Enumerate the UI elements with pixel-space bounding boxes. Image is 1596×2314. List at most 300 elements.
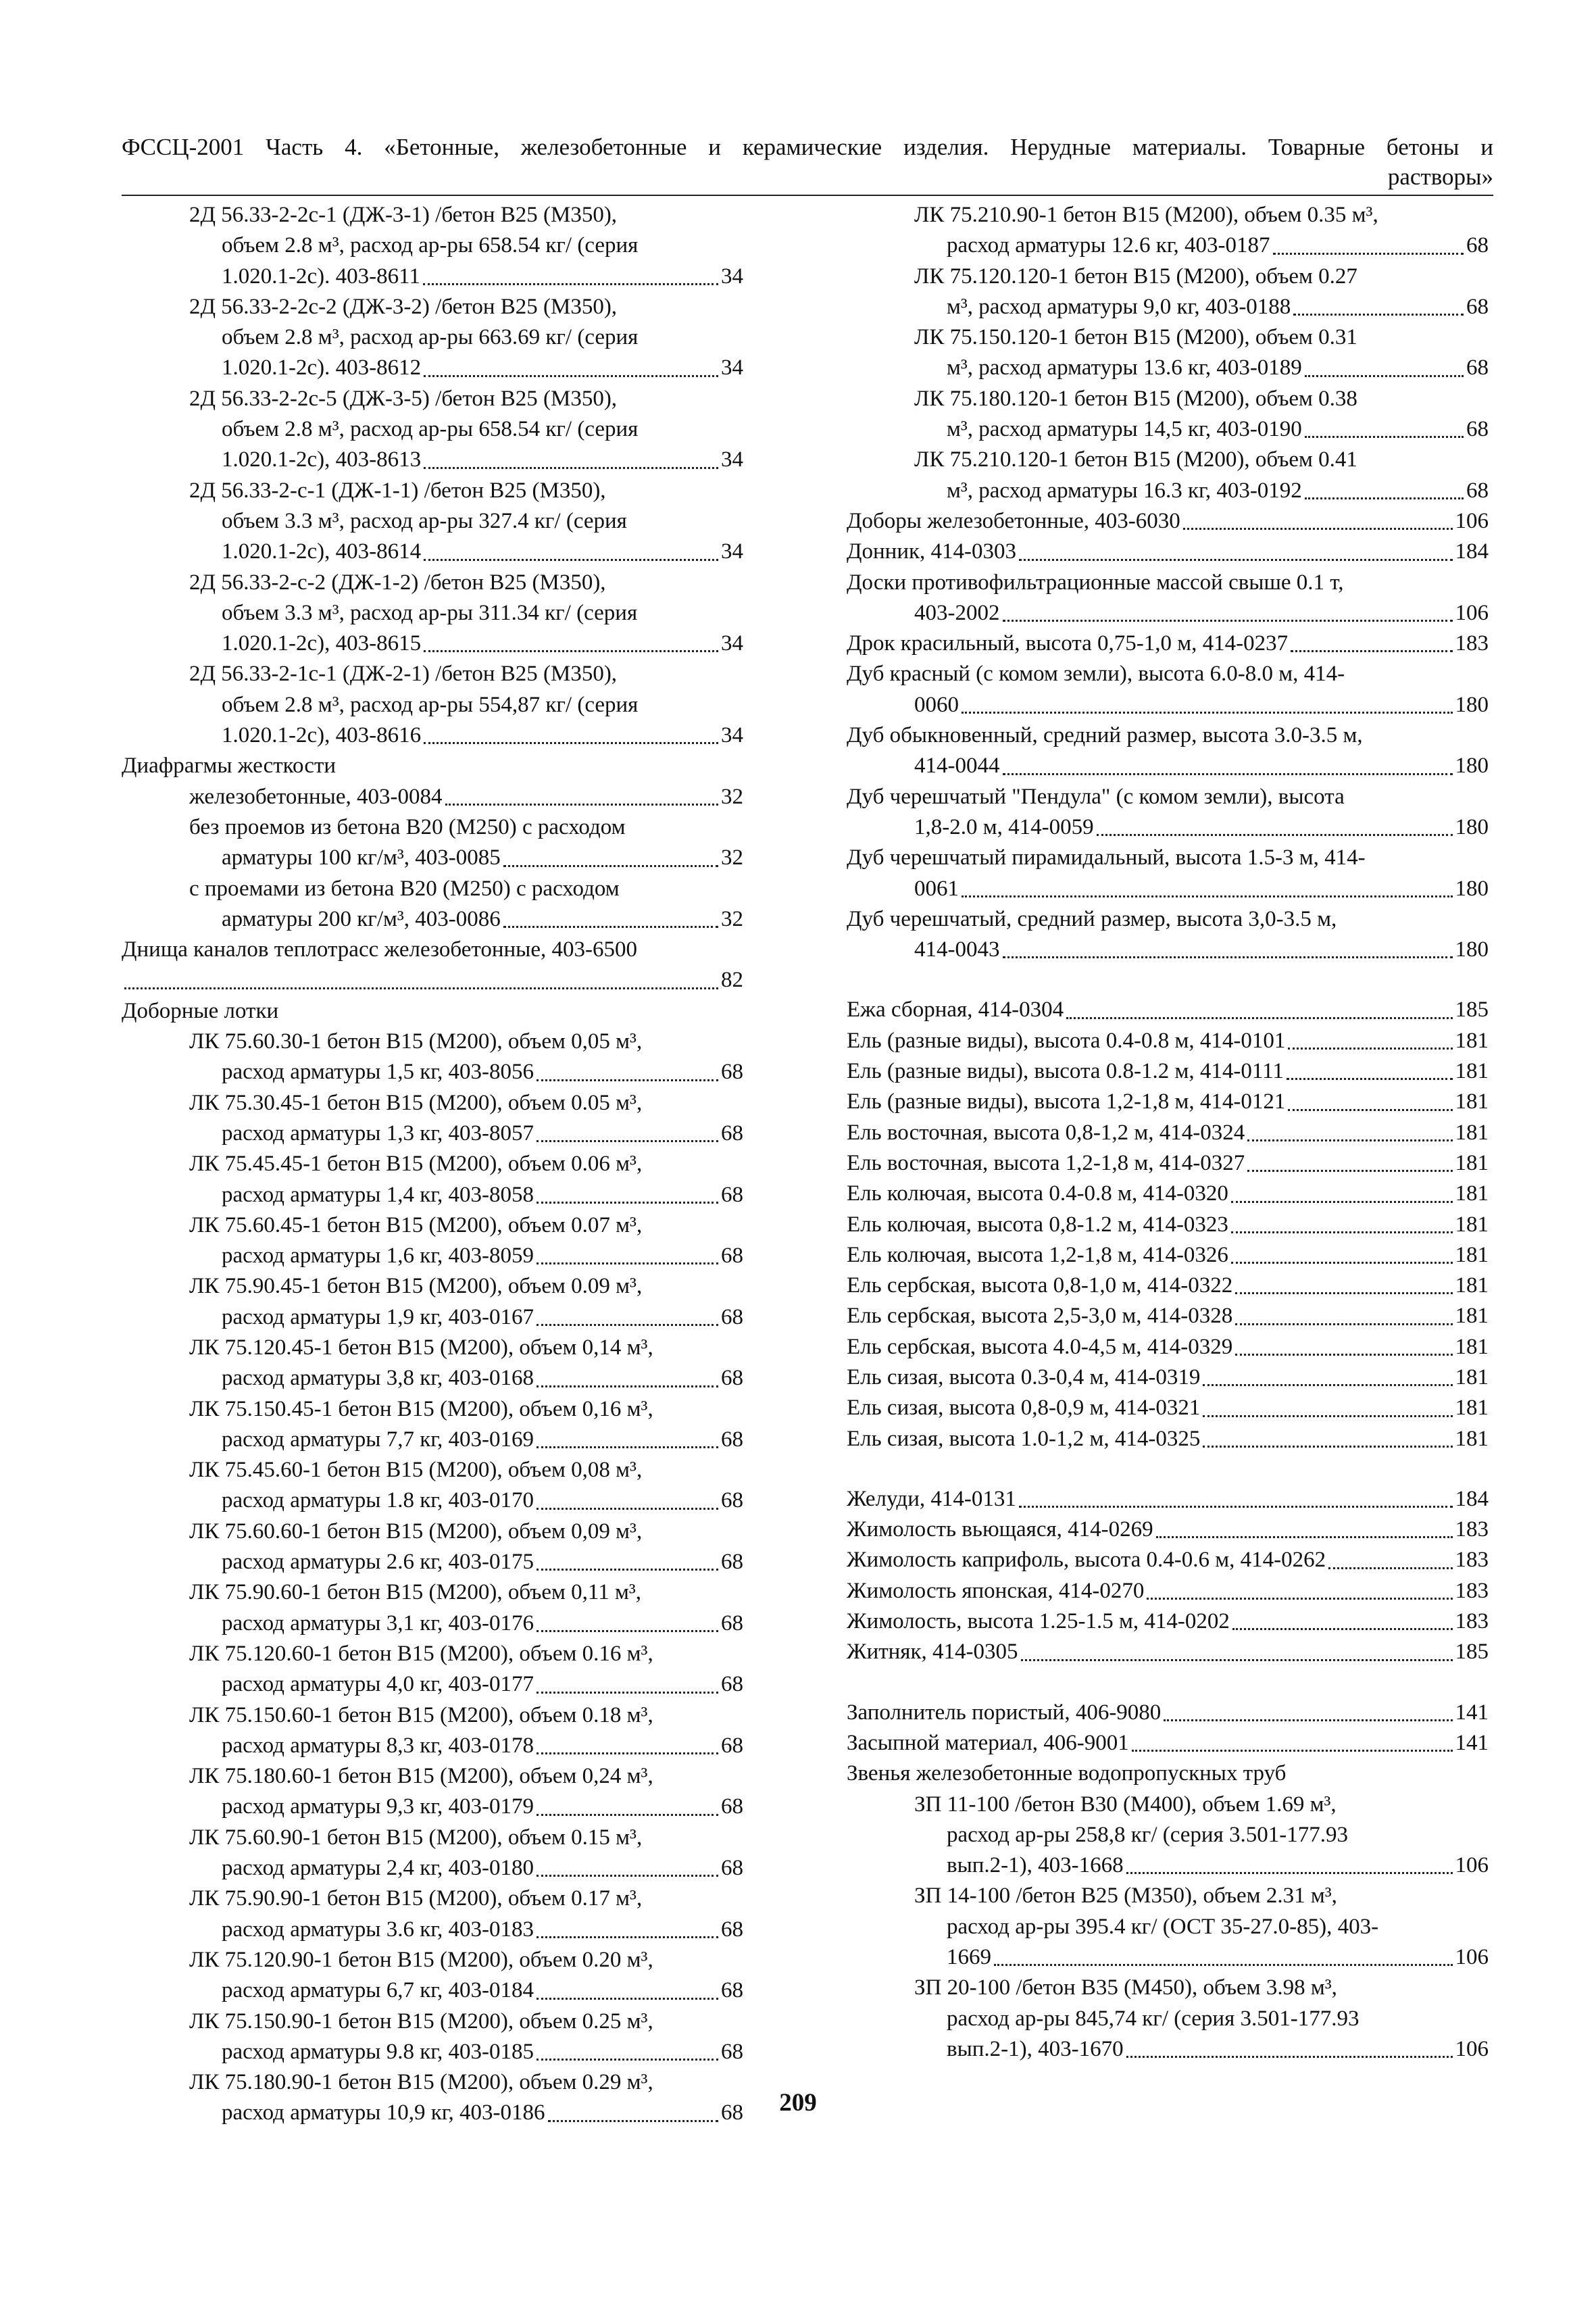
- entry-text: 1.020.1-2с), 403-8615: [222, 631, 422, 656]
- entry-text: расход арматуры 6,7 кг, 403-0184: [222, 1978, 534, 2003]
- page-ref: 34: [721, 264, 743, 289]
- page-ref: 68: [721, 1244, 743, 1269]
- index-line: [122, 1302, 743, 1333]
- index-line: ЗП 14-100 /бетон В25 (М350), объем 2.31 м³,: [914, 1884, 1337, 1909]
- entry-text: Жимолость вьющаяся, 414-0269: [847, 1517, 1153, 1542]
- dot-leader: [424, 353, 718, 376]
- page-ref: 180: [1455, 876, 1489, 901]
- index-line: ЛК 75.150.120-1 бетон В15 (М200), объем 0.31: [914, 325, 1357, 350]
- entry-text: Ель сизая, высота 1.0-1,2 м, 414-0325: [847, 1426, 1201, 1451]
- dot-leader: [424, 629, 718, 652]
- entry-text: Жимолость, высота 1.25-1.5 м, 414-0202: [847, 1609, 1230, 1634]
- index-line: [122, 1792, 743, 1822]
- page-ref: 183: [1455, 1517, 1489, 1542]
- page-ref: 68: [721, 1550, 743, 1575]
- index-line: объем 2.8 м³, расход ар-ры 658.54 кг/ (серия: [222, 417, 639, 442]
- index-line: ЛК 75.90.45-1 бетон В15 (М200), объем 0.09 м³,: [189, 1274, 643, 1299]
- index-line: [847, 751, 1489, 781]
- dot-leader: [537, 1363, 718, 1387]
- page-ref: 32: [721, 845, 743, 870]
- section-gap: [847, 1668, 1489, 1698]
- page-ref: 181: [1455, 1242, 1489, 1267]
- index-line: Дуб черешчатый, средний размер, высота 3,0-3.5 м,: [847, 906, 1337, 931]
- index-line: [847, 292, 1489, 322]
- index-line: [122, 1547, 743, 1577]
- dot-leader: [445, 782, 719, 806]
- dot-leader: [1287, 1056, 1453, 1080]
- dot-leader: [1231, 1210, 1453, 1233]
- dot-leader: [1126, 2034, 1453, 2058]
- dot-leader: [962, 690, 1453, 714]
- header-rule: [122, 195, 1493, 196]
- entry-text: арматуры 100 кг/м³, 403-0085: [222, 845, 501, 870]
- index-line: [847, 353, 1489, 383]
- index-line: [847, 1424, 1489, 1454]
- index-line: ЛК 75.90.60-1 бетон В15 (М200), объем 0,11 м³,: [189, 1580, 641, 1605]
- page-ref: 34: [721, 355, 743, 380]
- entry-text: расход арматуры 1,4 кг, 403-8058: [222, 1182, 534, 1207]
- page-ref: 181: [1455, 1059, 1489, 1084]
- page-ref: 34: [721, 539, 743, 564]
- page-ref: 68: [721, 1121, 743, 1146]
- entry-text: расход арматуры 9.8 кг, 403-0185: [222, 2039, 534, 2064]
- page-ref: 82: [721, 968, 743, 993]
- dot-leader: [1291, 629, 1452, 652]
- index-line: ЛК 75.210.120-1 бетон В15 (М200), объем 0.41: [914, 447, 1357, 472]
- entry-text: 1.020.1-2с), 403-8613: [222, 447, 422, 472]
- page-ref: 68: [721, 1427, 743, 1452]
- entry-text: расход арматуры 4,0 кг, 403-0177: [222, 1672, 534, 1697]
- entry-text: Дрок красильный, высота 0,75-1,0 м, 414-0237: [847, 631, 1289, 656]
- dot-leader: [1231, 1179, 1453, 1202]
- page-ref: 32: [721, 906, 743, 931]
- page-ref: 141: [1455, 1700, 1489, 1725]
- dot-leader: [1231, 1240, 1453, 1264]
- index-line: расход ар-ры 845,74 кг/ (серия 3.501-177.93: [947, 2006, 1360, 2031]
- index-line: [122, 353, 743, 383]
- entry-text: расход арматуры 9,3 кг, 403-0179: [222, 1794, 534, 1819]
- dot-leader: [1019, 537, 1452, 560]
- entry-text: вып.2-1), 403-1668: [947, 1853, 1124, 1878]
- index-line: 2Д 56.33-2-2с-1 (ДЖ-3-1) /бетон В25 (М350),: [189, 203, 618, 227]
- dot-leader: [1097, 812, 1453, 836]
- dot-leader: [1305, 414, 1464, 438]
- dot-leader: [537, 1792, 718, 1815]
- entry-text: 403-2002: [914, 600, 1000, 625]
- page-ref: 106: [1455, 600, 1489, 625]
- page-ref: 106: [1455, 1853, 1489, 1878]
- index-line: [847, 1271, 1489, 1301]
- dot-leader: [424, 445, 718, 468]
- index-line: ЛК 75.180.90-1 бетон В15 (М200), объем 0.29 м³,: [189, 2070, 653, 2095]
- index-line: [847, 1576, 1489, 1606]
- entry-text: Ежа сборная, 414-0304: [847, 998, 1064, 1023]
- dot-leader: [423, 262, 718, 285]
- page-ref: 183: [1455, 1548, 1489, 1573]
- entry-text: Ель сербская, высота 2,5-3,0 м, 414-0328: [847, 1304, 1233, 1329]
- index-line: [122, 629, 743, 659]
- index-line: ЗП 11-100 /бетон В30 (М400), объем 1.69 м³,: [914, 1792, 1337, 1817]
- dot-leader: [1203, 1424, 1452, 1448]
- index-line: [847, 1545, 1489, 1575]
- page-ref: 68: [1466, 478, 1489, 503]
- entry-text: арматуры 200 кг/м³, 403-0086: [222, 906, 501, 931]
- dot-leader: [503, 843, 718, 866]
- index-line: [847, 1515, 1489, 1545]
- index-line: [122, 1425, 743, 1455]
- entry-text: Ель (разные виды), высота 1,2-1,8 м, 414-0121: [847, 1089, 1286, 1114]
- page-ref: 34: [721, 447, 743, 472]
- dot-leader: [1232, 1606, 1453, 1630]
- dot-leader: [1132, 1728, 1453, 1752]
- index-line: [847, 1240, 1489, 1271]
- page-ref: 181: [1455, 1396, 1489, 1421]
- dot-leader: [1328, 1545, 1452, 1569]
- page-ref: 68: [721, 2100, 743, 2125]
- page-ref: 183: [1455, 631, 1489, 656]
- entry-text: расход арматуры 1,6 кг, 403-8059: [222, 1244, 534, 1269]
- dot-leader: [1293, 292, 1464, 316]
- entry-text: расход арматуры 7,7 кг, 403-0169: [222, 1427, 534, 1452]
- dot-leader: [962, 874, 1453, 897]
- dot-leader: [537, 2037, 718, 2061]
- dot-leader: [1247, 1148, 1452, 1172]
- index-line: Доборные лотки: [122, 998, 279, 1023]
- index-line: [122, 1485, 743, 1516]
- index-line: [122, 782, 743, 812]
- page-ref: 185: [1455, 998, 1489, 1023]
- page-ref: 68: [721, 1610, 743, 1635]
- page-ref: 180: [1455, 754, 1489, 779]
- entry-text: расход арматуры 8,3 кг, 403-0178: [222, 1733, 534, 1758]
- entry-text: расход арматуры 3.6 кг, 403-0183: [222, 1917, 534, 1942]
- entry-text: Ель восточная, высота 1,2-1,8 м, 414-0327: [847, 1150, 1245, 1175]
- page-ref: 181: [1455, 1334, 1489, 1359]
- dot-leader: [537, 1669, 718, 1693]
- entry-text: Ель сербская, высота 4.0-4,5 м, 414-0329: [847, 1334, 1233, 1359]
- page-ref: 181: [1455, 1364, 1489, 1389]
- dot-leader: [1019, 1484, 1453, 1508]
- section-gap: [847, 965, 1489, 995]
- index-line: [122, 1180, 743, 1210]
- page-ref: 181: [1455, 1426, 1489, 1451]
- index-line: [122, 1853, 743, 1884]
- entry-text: 0060: [914, 692, 959, 717]
- page-number: 209: [779, 2089, 817, 2117]
- index-line: [122, 1915, 743, 1945]
- entry-text: расход арматуры 10,9 кг, 403-0186: [222, 2100, 545, 2125]
- dot-leader: [503, 904, 718, 928]
- index-line: ЛК 75.90.90-1 бетон В15 (М200), объем 0.17 м³,: [189, 1886, 643, 1911]
- index-line: [847, 1301, 1489, 1331]
- index-line: Дуб обыкновенный, средний размер, высота 3.0-3.5 м,: [847, 723, 1363, 748]
- index-line: ЛК 75.120.90-1 бетон В15 (М200), объем 0.20 м³,: [189, 1947, 653, 1972]
- index-line: [847, 629, 1489, 659]
- index-line: [847, 1484, 1489, 1515]
- page-ref: 68: [721, 1182, 743, 1207]
- dot-leader: [1247, 1118, 1452, 1141]
- index-line: ЛК 75.120.120-1 бетон В15 (М200), объем 0.27: [914, 264, 1357, 289]
- page-ref: 180: [1455, 814, 1489, 839]
- dot-leader: [1164, 1698, 1452, 1721]
- index-line: объем 2.8 м³, расход ар-ры 663.69 кг/ (серия: [222, 325, 639, 350]
- entry-text: м³, расход арматуры 9,0 кг, 403-0188: [947, 294, 1291, 319]
- index-line: Диафрагмы жесткости: [122, 754, 336, 779]
- page-ref: 68: [1466, 417, 1489, 442]
- index-line: Дуб черешчатый пирамидальный, высота 1.5-3 м, 414-: [847, 845, 1366, 870]
- index-line: 2Д 56.33-2-с-1 (ДЖ-1-1) /бетон В25 (М350),: [189, 478, 606, 503]
- entry-text: 1,8-2.0 м, 414-0059: [914, 814, 1094, 839]
- page-ref: 34: [721, 723, 743, 748]
- index-line: ЗП 20-100 /бетон В35 (М450), объем 3.98 м³,: [914, 1975, 1337, 2000]
- index-line: [847, 874, 1489, 904]
- index-line: [122, 1608, 743, 1639]
- index-line: [847, 1850, 1489, 1881]
- index-line: [847, 1698, 1489, 1728]
- dot-leader: [1203, 1362, 1452, 1386]
- index-line: [847, 1118, 1489, 1148]
- section-gap: [847, 1454, 1489, 1484]
- dot-leader: [537, 1975, 718, 1999]
- page-ref: 68: [1466, 233, 1489, 258]
- page-ref: 68: [721, 1672, 743, 1697]
- entry-text: расход арматуры 1,5 кг, 403-8056: [222, 1060, 534, 1085]
- entry-text: расход арматуры 3,1 кг, 403-0176: [222, 1610, 534, 1635]
- page-ref: 181: [1455, 1150, 1489, 1175]
- index-line: [847, 690, 1489, 720]
- index-line: [847, 812, 1489, 843]
- index-line: [847, 1210, 1489, 1240]
- index-line: без проемов из бетона В20 (М250) с расходом: [189, 814, 626, 839]
- entry-text: Ель (разные виды), высота 0.8-1.2 м, 414-0111: [847, 1059, 1284, 1084]
- entry-text: 414-0044: [914, 754, 1000, 779]
- index-line: [122, 537, 743, 567]
- entry-text: расход арматуры 1.8 кг, 403-0170: [222, 1488, 534, 1513]
- entry-text: Ель сизая, высота 0.3-0,4 м, 414-0319: [847, 1364, 1201, 1389]
- page-ref: 181: [1455, 1028, 1489, 1053]
- index-line: объем 2.8 м³, расход ар-ры 658.54 кг/ (серия: [222, 233, 639, 258]
- index-line: [847, 1087, 1489, 1117]
- index-line: [122, 1731, 743, 1761]
- dot-leader: [1003, 935, 1453, 958]
- page-ref: 68: [1466, 294, 1489, 319]
- index-line: [847, 1362, 1489, 1393]
- page-ref: 184: [1455, 1486, 1489, 1511]
- dot-leader: [1066, 995, 1452, 1018]
- right-column: [847, 200, 1489, 2065]
- index-line: ЛК 75.150.90-1 бетон В15 (М200), объем 0.25 м³,: [189, 2009, 653, 2034]
- entry-text: Ель колючая, высота 0,8-1.2 м, 414-0323: [847, 1212, 1228, 1237]
- index-line: Звенья железобетонные водопропускных труб: [847, 1761, 1287, 1786]
- dot-leader: [1288, 1026, 1452, 1050]
- dot-leader: [1003, 751, 1453, 774]
- page-ref: 68: [721, 1060, 743, 1085]
- entry-text: 1.020.1-2с), 403-8614: [222, 539, 422, 564]
- index-line: расход ар-ры 258,8 кг/ (серия 3.501-177.93: [947, 1822, 1348, 1847]
- entry-text: Ель сизая, высота 0,8-0,9 м, 414-0321: [847, 1396, 1201, 1421]
- index-line: [122, 2037, 743, 2067]
- page-ref: 181: [1455, 1212, 1489, 1237]
- index-line: 2Д 56.33-2-с-2 (ДЖ-1-2) /бетон В25 (М350),: [189, 570, 606, 595]
- page-ref: 184: [1455, 539, 1489, 564]
- index-line: [847, 1606, 1489, 1637]
- dot-leader: [1305, 476, 1464, 499]
- index-line: [847, 230, 1489, 261]
- entry-text: расход арматуры 2,4 кг, 403-0180: [222, 1856, 534, 1881]
- page-ref: 106: [1455, 508, 1489, 533]
- index-line: [122, 1118, 743, 1149]
- index-line: Дуб красный (с комом земли), высота 6.0-8.0 м, 414-: [847, 662, 1345, 687]
- index-line: Доски противофильтрационные массой свыше 0.1 т,: [847, 570, 1344, 595]
- index-line: расход ар-ры 395.4 кг/ (ОСТ 35-27.0-85), 403-: [947, 1914, 1379, 1939]
- page-ref: 181: [1455, 1089, 1489, 1114]
- index-line: [122, 1669, 743, 1700]
- index-line: ЛК 75.60.30-1 бетон В15 (М200), объем 0,05 м³,: [189, 1029, 643, 1054]
- index-line: 2Д 56.33-2-2с-2 (ДЖ-3-2) /бетон В25 (М350),: [189, 294, 618, 319]
- index-line: [847, 935, 1489, 965]
- index-line: [122, 843, 743, 873]
- index-line: [847, 537, 1489, 567]
- index-line: с проемами из бетона В20 (М250) с расходом: [189, 876, 620, 901]
- page-ref: 68: [721, 1856, 743, 1881]
- dot-leader: [1126, 1850, 1453, 1874]
- page-ref: 68: [721, 1733, 743, 1758]
- index-line: [847, 2034, 1489, 2065]
- left-column: [122, 200, 743, 2129]
- page-ref: 180: [1455, 692, 1489, 717]
- index-line: [122, 965, 743, 995]
- page-ref: 34: [721, 631, 743, 656]
- index-line: 2Д 56.33-2-2с-5 (ДЖ-3-5) /бетон В25 (М350),: [189, 386, 618, 411]
- entry-text: 0061: [914, 876, 959, 901]
- dot-leader: [537, 1547, 718, 1571]
- index-line: [847, 1637, 1489, 1667]
- entry-text: 1669: [947, 1945, 991, 1970]
- index-line: 2Д 56.33-2-1с-1 (ДЖ-2-1) /бетон В25 (М350),: [189, 662, 618, 687]
- dot-leader: [424, 720, 718, 744]
- page-ref: 183: [1455, 1578, 1489, 1603]
- page-ref: 106: [1455, 1945, 1489, 1970]
- index-line: [122, 1057, 743, 1087]
- entry-text: Ель восточная, высота 0,8-1,2 м, 414-0324: [847, 1120, 1245, 1145]
- index-line: [847, 506, 1489, 537]
- entry-text: расход арматуры 12.6 кг, 403-0187: [947, 233, 1270, 258]
- index-line: ЛК 75.180.120-1 бетон В15 (М200), объем 0.38: [914, 386, 1357, 411]
- page-ref: 68: [1466, 355, 1489, 380]
- dot-leader: [1235, 1332, 1452, 1356]
- entry-text: м³, расход арматуры 13.6 кг, 403-0189: [947, 355, 1302, 380]
- entry-text: Заполнитель пористый, 406-9080: [847, 1700, 1162, 1725]
- page-ref: 181: [1455, 1304, 1489, 1329]
- entry-text: Житняк, 414-0305: [847, 1640, 1018, 1665]
- page-ref: 68: [721, 1366, 743, 1391]
- index-line: ЛК 75.60.90-1 бетон В15 (М200), объем 0.15 м³,: [189, 1825, 643, 1850]
- index-line: Днища каналов теплотрасс железобетонные, 403-6500: [122, 937, 637, 962]
- entry-text: Жимолость японская, 414-0270: [847, 1578, 1145, 1603]
- page-ref: 68: [721, 2039, 743, 2064]
- entry-text: Ель сербская, высота 0,8-1,0 м, 414-0322: [847, 1273, 1233, 1298]
- index-line: ЛК 75.180.60-1 бетон В15 (М200), объем 0,24 м³,: [189, 1764, 653, 1789]
- entry-text: Желуди, 414-0131: [847, 1486, 1016, 1511]
- index-line: [847, 1393, 1489, 1423]
- dot-leader: [537, 1915, 718, 1938]
- dot-leader: [994, 1942, 1453, 1966]
- dot-leader: [537, 1118, 718, 1142]
- dot-leader: [1305, 353, 1464, 376]
- entry-text: расход арматуры 1,3 кг, 403-8057: [222, 1121, 534, 1146]
- entry-text: 1.020.1-2с), 403-8616: [222, 723, 422, 748]
- entry-text: Ель колючая, высота 1,2-1,8 м, 414-0326: [847, 1242, 1228, 1267]
- dot-leader: [1156, 1515, 1453, 1538]
- index-line: [122, 1975, 743, 2006]
- dot-leader: [124, 965, 718, 989]
- dot-leader: [537, 1180, 718, 1204]
- page-ref: 106: [1455, 2036, 1489, 2061]
- entry-text: 1.020.1-2с). 403-8611: [222, 264, 420, 289]
- dot-leader: [1183, 506, 1453, 530]
- dot-leader: [1203, 1393, 1452, 1417]
- page-ref: 68: [721, 1917, 743, 1942]
- page-ref: 181: [1455, 1181, 1489, 1206]
- dot-leader: [537, 1731, 718, 1754]
- index-line: ЛК 75.150.45-1 бетон В15 (М200), объем 0,16 м³,: [189, 1396, 653, 1421]
- entry-text: 1.020.1-2с). 403-8612: [222, 355, 422, 380]
- index-line: [847, 1148, 1489, 1179]
- dot-leader: [1235, 1301, 1452, 1325]
- entry-text: расход арматуры 1,9 кг, 403-0167: [222, 1304, 534, 1329]
- index-line: ЛК 75.30.45-1 бетон В15 (М200), объем 0.05 м³,: [189, 1090, 643, 1115]
- index-line: объем 3.3 м³, расход ар-ры 327.4 кг/ (серия: [222, 508, 627, 533]
- page-ref: 68: [721, 1978, 743, 2003]
- header-line-2: растворы»: [1387, 164, 1493, 190]
- dot-leader: [1288, 1087, 1452, 1110]
- page-ref: 181: [1455, 1273, 1489, 1298]
- dot-leader: [1235, 1271, 1452, 1294]
- index-line: объем 3.3 м³, расход ар-ры 311.34 кг/ (серия: [222, 600, 638, 625]
- entry-text: Ель колючая, высота 0.4-0.8 м, 414-0320: [847, 1181, 1228, 1206]
- dot-leader: [1003, 598, 1453, 622]
- page-ref: 68: [721, 1488, 743, 1513]
- dot-leader: [1273, 230, 1464, 254]
- dot-leader: [537, 1608, 718, 1632]
- entry-text: Ель (разные виды), высота 0.4-0.8 м, 414-0101: [847, 1028, 1286, 1053]
- page-ref: 141: [1455, 1730, 1489, 1755]
- index-line: ЛК 75.60.60-1 бетон В15 (М200), объем 0,09 м³,: [189, 1519, 643, 1544]
- dot-leader: [537, 1425, 718, 1448]
- index-line: ЛК 75.120.60-1 бетон В15 (М200), объем 0.16 м³,: [189, 1641, 653, 1666]
- index-line: ЛК 75.210.90-1 бетон В15 (М200), объем 0.35 м³,: [914, 203, 1378, 227]
- entry-text: 414-0043: [914, 937, 1000, 962]
- index-line: [847, 1056, 1489, 1087]
- dot-leader: [537, 1057, 718, 1081]
- entry-text: м³, расход арматуры 16.3 кг, 403-0192: [947, 478, 1302, 503]
- page-ref: 68: [721, 1304, 743, 1329]
- page-ref: 32: [721, 784, 743, 809]
- entry-text: расход арматуры 2.6 кг, 403-0175: [222, 1550, 534, 1575]
- index-line: [847, 1728, 1489, 1758]
- index-line: [847, 1332, 1489, 1362]
- entry-text: Донник, 414-0303: [847, 539, 1017, 564]
- entry-text: м³, расход арматуры 14,5 кг, 403-0190: [947, 417, 1302, 442]
- page-ref: 68: [721, 1794, 743, 1819]
- index-line: [847, 1026, 1489, 1056]
- entry-text: железобетонные, 403-0084: [189, 784, 443, 809]
- dot-leader: [537, 1853, 718, 1877]
- index-line: [122, 720, 743, 751]
- index-line: [122, 1363, 743, 1394]
- header-line-1: ФССЦ-2001 Часть 4. «Бетонные, железобетонные и керамические изделия. Нерудные материалы. Товарные бетоны и: [122, 134, 1493, 160]
- page-ref: 183: [1455, 1609, 1489, 1634]
